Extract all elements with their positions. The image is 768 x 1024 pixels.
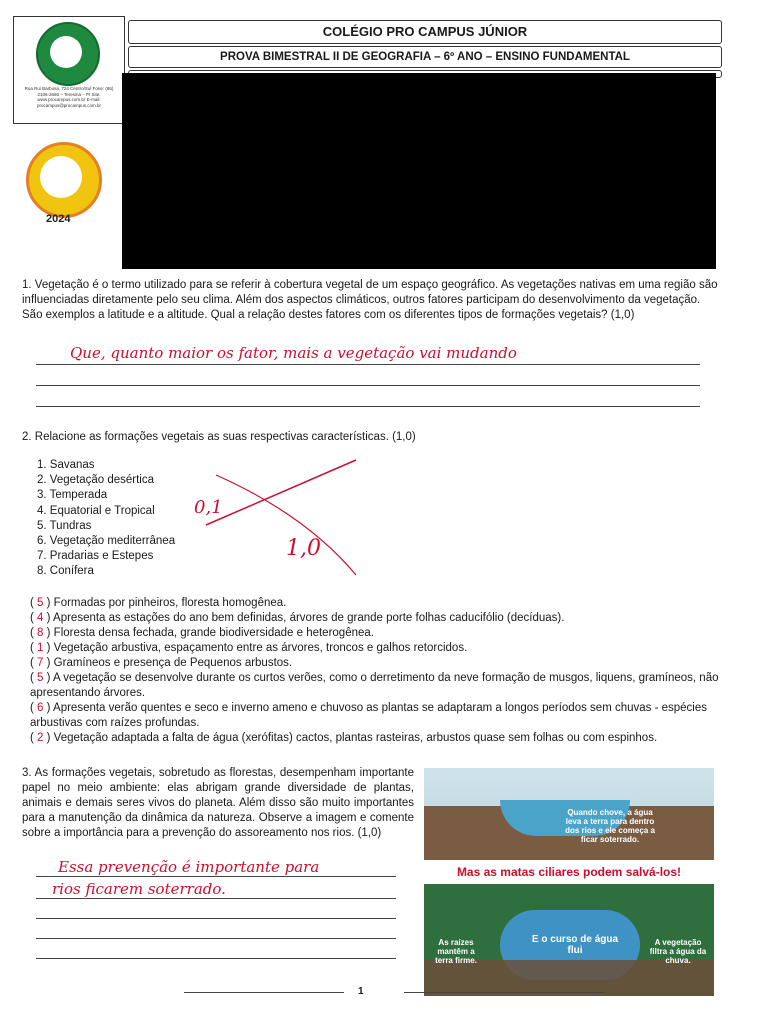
left-caption: As raízes mantêm a terra firme. xyxy=(435,938,477,965)
answer-line xyxy=(36,385,700,386)
school-name: COLÉGIO PRO CAMPUS JÚNIOR xyxy=(128,20,722,44)
page-number: 1 xyxy=(358,986,364,997)
soil-layer-2 xyxy=(424,960,714,996)
right-caption: A vegetação filtra a água da chuva. xyxy=(649,938,707,965)
answer-line xyxy=(36,918,396,919)
answer-line xyxy=(36,958,396,959)
seal-year: 2024 xyxy=(46,213,71,225)
formation-item: 3. Temperada xyxy=(37,489,108,502)
answer-line xyxy=(36,364,700,365)
question-1: 1. Vegetação é o termo utilizado para se referir à cobertura vegetal de um espaço geográfico. As vegetações nativas em uma região são influenciadas diretamente pelo seu clima. Além dos aspectos climáticos, outros fatores participam do desenvolvimento da vegetação. São exemplos a latitude e a altitude. Qual a relação destes fatores com os diferentes tipos de formações vegetais? (1,0) xyxy=(22,279,718,321)
formation-item: 8. Conífera xyxy=(37,565,94,578)
match-row: ( 5 ) Formadas por pinheiros, floresta homogênea. xyxy=(30,597,287,609)
top-caption: Quando chove, a água leva a terra para dentro dos rios e ele começa a ficar soterrado. xyxy=(565,808,655,844)
match-row: ( 1 ) Vegetação arbustiva, espaçamento entre as árvores, troncos e galhos retorcidos. xyxy=(30,642,468,654)
match-row: ( 6 ) Apresenta verão quentes e seco e inverno ameno e chuvoso as plantas se adaptaram a longos períodos sem chuvas - espécies arbustivas com raízes profundas. xyxy=(30,702,708,729)
footer-line xyxy=(404,992,604,993)
q1-answer: Que, quanto maior os fator, mais a vegetação vai mudando xyxy=(70,344,517,362)
formation-item: 1. Savanas xyxy=(37,459,95,471)
center-caption: E o curso de água flui xyxy=(531,934,619,956)
formation-item: 4. Equatorial e Tropical xyxy=(37,504,155,517)
school-address: Rua Rui Barbosa, 724 Centro/Sul Fone: (86) 2106-2666 – Teresina – PI Site: www.procampus.com.br E-mail: procampus@procampus.com.br xyxy=(24,86,114,108)
grade-mark xyxy=(186,455,376,595)
formation-item: 2. Vegetação desértica xyxy=(37,474,154,487)
grade-total: 1,0 xyxy=(286,536,321,561)
match-row: ( 2 ) Vegetação adaptada a falta de água (xerófitas) cactos, plantas rasteiras, arbustos quase sem folhas ou com espinhos. xyxy=(30,732,658,744)
exam-title: PROVA BIMESTRAL II DE GEOGRAFIA – 6º ANO – ENSINO FUNDAMENTAL xyxy=(128,46,722,68)
match-row: ( 7 ) Gramíneos e presença de Pequenos arbustos. xyxy=(30,657,293,669)
seal-inner xyxy=(40,156,82,198)
formation-item: 6. Vegetação mediterrânea xyxy=(37,535,176,548)
match-row: ( 8 ) Floresta densa fechada, grande biodiversidade e heterogênea. xyxy=(30,627,374,639)
match-row: ( 4 ) Apresenta as estações do ano bem definidas, árvores de grande porte folhas caducifólio (decíduas). xyxy=(30,612,565,624)
formation-item: 7. Pradarias e Estepes xyxy=(37,550,154,563)
illustration-banner: Mas as matas ciliares podem salvá-los! xyxy=(424,860,714,884)
footer-line xyxy=(184,992,344,993)
match-row: ( 5 ) A vegetação se desenvolve durante os curtos verões, como o derretimento da neve formação de musgos, liquens, gramíneos, não apresentando árvores. xyxy=(30,672,719,699)
school-logo-inner xyxy=(50,36,82,68)
question-3: 3. As formações vegetais, sobretudo as florestas, desempenham importante papel no meio ambiente: elas abrigam grande diversidade de plantas, animais e demais seres vivos do planeta. Além disso são muito importantes para a manutenção da dinâmica da natureza. Observe a imagem e comente sobre a importância para a prevenção do assoreamento nos rios. (1,0) xyxy=(22,767,414,839)
answer-line xyxy=(36,876,396,877)
answer-line xyxy=(36,406,700,407)
q3-answer-2: rios ficarem soterrado. xyxy=(52,880,226,898)
grade-partial: 0,1 xyxy=(194,497,223,518)
q3-answer-1: Essa prevenção é importante para xyxy=(58,858,320,876)
answer-line xyxy=(36,938,396,939)
match-answers xyxy=(30,596,720,746)
question-2: 2. Relacione as formações vegetais as suas respectivas características. (1,0) xyxy=(22,431,416,443)
answer-line xyxy=(36,898,396,899)
formation-item: 5. Tundras xyxy=(37,519,92,532)
redacted-area xyxy=(122,73,716,269)
